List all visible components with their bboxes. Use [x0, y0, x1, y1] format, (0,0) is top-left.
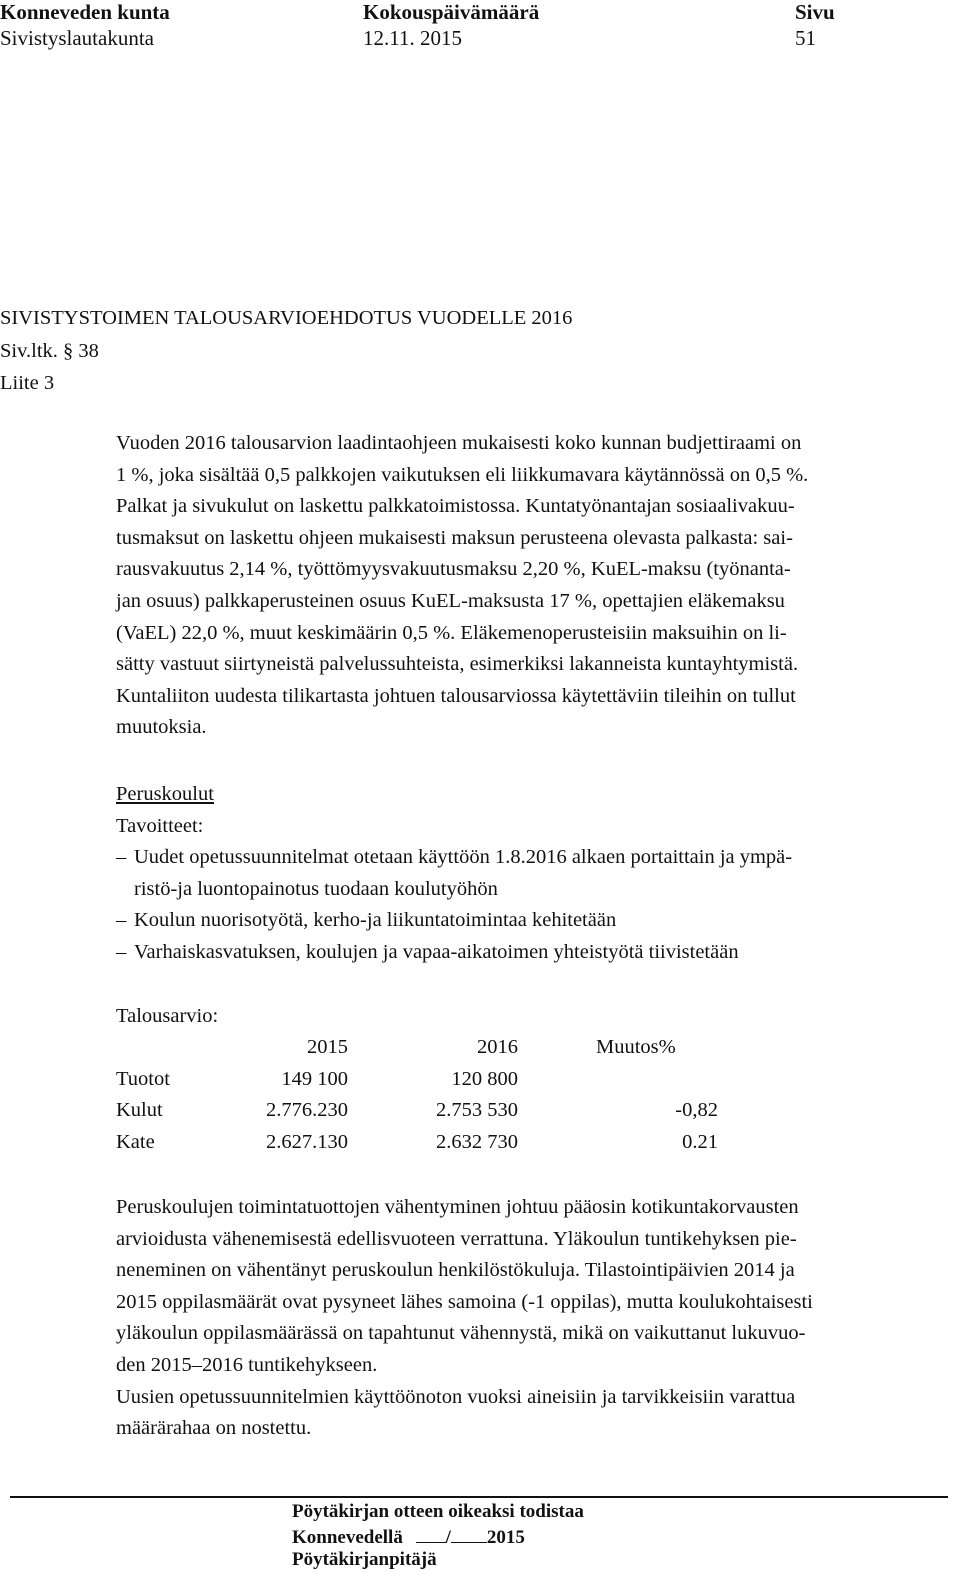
dash-marker: –	[116, 846, 127, 868]
footer-year: 2015	[486, 1527, 525, 1548]
attachment-label: Liite 3	[0, 372, 55, 394]
goal-line: Uudet opetussuunnitelmat otetaan käyttöön 1.8.2016 alkaen portaittain ja ympä-	[134, 846, 793, 868]
dash-marker: –	[116, 940, 127, 963]
cell-2015: 149 100	[281, 1067, 348, 1090]
closing-line: yläkoulun oppilasmäärässä on tapahtunut vähennystä, mikä on vaikuttanut lukuvuo-	[116, 1322, 806, 1345]
goal-item	[116, 937, 792, 969]
intro-line: Palkat ja sivukulut on laskettu palkkatoimistossa. Kuntatyönantajan sosiaalivakuu-	[116, 495, 795, 518]
place-date-line	[292, 1524, 525, 1550]
table-row	[116, 1127, 718, 1159]
closing-line: Peruskoulujen toimintatuottojen vähentyminen johtuu pääosin kotikuntakorvausten	[116, 1196, 799, 1218]
goal-item	[116, 842, 792, 905]
closing-line: Uusien opetussuunnitelmien käyttöönoton vuoksi aineisiin ja tarvikkeisiin varattua	[116, 1385, 796, 1408]
closing-line: määrärahaa on nostettu.	[116, 1417, 312, 1440]
table-row	[116, 1095, 718, 1127]
budget-table	[116, 1032, 718, 1158]
peruskoulut-heading: Peruskoulut	[116, 783, 214, 805]
cell-2016: 120 800	[451, 1067, 518, 1090]
intro-line: Vuoden 2016 talousarvion laadintaohjeen mukaisesti koko kunnan budjettiraami on	[116, 432, 802, 454]
column-header: 2016	[477, 1036, 518, 1058]
document-heading: SIVISTYSTOIMEN TALOUSARVIOEHDOTUS VUODELLE 2016	[0, 307, 573, 329]
intro-line: jan osuus) palkkaperusteinen osuus KuEL-maksusta 17 %, opettajien eläkemaksu	[116, 589, 785, 612]
intro-line: tusmaksut on laskettu ohjeen mukaisesti maksun perusteena olevasta palkasta: sai-	[116, 526, 793, 549]
cell-2016: 2.632 730	[436, 1130, 518, 1153]
goal-item	[116, 905, 792, 937]
footer-divider	[10, 1496, 948, 1498]
table-header-row	[116, 1032, 718, 1064]
intro-line: (VaEL) 22,0 %, muut keskimäärin 0,5 %. Eläkemenoperusteisiin maksuihin on li-	[116, 621, 787, 644]
closing-line: arvioidusta vähenemisestä edellisvuoteen verrattuna. Yläkoulun tuntikehyksen pie-	[116, 1227, 797, 1250]
row-label: Tuotot	[116, 1067, 170, 1090]
date-label: Kokouspäivämäärä	[363, 0, 540, 24]
closing-line: neneminen on vähentänyt peruskoulun henkilöstökuluja. Tilastointipäivien 2014 ja	[116, 1259, 795, 1282]
page-label: Sivu	[795, 0, 835, 24]
intro-line: muutoksia.	[116, 716, 207, 739]
month-blank	[451, 1524, 487, 1543]
section-reference: Siv.ltk. § 38	[0, 340, 99, 362]
intro-line: sätty vastuut siirtyneistä palvelussuhteista, esimerkiksi lakanneista kuntayhtymistä.	[116, 653, 799, 676]
place-name: Konnevedellä	[292, 1527, 403, 1548]
cell-change	[518, 1064, 718, 1096]
row-label: Kate	[116, 1130, 155, 1153]
row-label: Kulut	[116, 1099, 163, 1122]
meeting-date: 12.11. 2015	[363, 26, 462, 50]
column-header	[116, 1032, 226, 1064]
budget-label: Talousarvio:	[116, 1005, 219, 1027]
closing-line: 2015 oppilasmäärät ovat pysyneet lähes samoina (-1 oppilas), mutta koulukohtaisesti	[116, 1290, 813, 1313]
goal-line: ristö-ja luontopainotus tuodaan koulutyöhön	[134, 877, 498, 900]
cell-2015: 2.776.230	[266, 1099, 348, 1122]
intro-line: rausvakuutus 2,14 %, työttömyysvakuutusmaksu 2,20 %, KuEL-maksu (työnanta-	[116, 558, 791, 581]
column-header: 2015	[307, 1036, 348, 1058]
dash-marker: –	[116, 909, 127, 932]
page-number: 51	[795, 26, 816, 50]
date-separator: /	[445, 1527, 451, 1548]
closing-paragraph	[116, 1192, 813, 1445]
cell-2016: 2.753 530	[436, 1099, 518, 1122]
cell-change: -0,82	[675, 1099, 718, 1122]
table-row	[116, 1064, 718, 1096]
municipality-name: Konneveden kunta	[0, 0, 170, 24]
goals-list	[116, 842, 792, 968]
intro-line: Kuntaliiton uudesta tilikartasta johtuen talousarviossa käytettäviin tileihin on tullut	[116, 684, 796, 707]
cell-change: 0.21	[682, 1130, 718, 1153]
intro-paragraph	[116, 428, 808, 744]
cell-2015: 2.627.130	[266, 1130, 348, 1153]
signer-title: Pöytäkirjanpitäjä	[292, 1549, 437, 1570]
goal-line: Varhaiskasvatuksen, koulujen ja vapaa-aikatoimen yhteistyötä tiivistetään	[134, 940, 739, 963]
column-header: Muutos%	[596, 1036, 676, 1058]
board-name: Sivistyslautakunta	[0, 26, 154, 50]
goals-label: Tavoitteet:	[116, 815, 204, 837]
intro-line: 1 %, joka sisältää 0,5 palkkojen vaikutuksen eli liikkumavara käytännössä on 0,5 %.	[116, 463, 809, 486]
closing-line: den 2015–2016 tuntikehykseen.	[116, 1353, 378, 1376]
day-blank	[416, 1524, 446, 1543]
certification-text: Pöytäkirjan otteen oikeaksi todistaa	[292, 1501, 584, 1522]
goal-line: Koulun nuorisotyötä, kerho-ja liikuntatoimintaa kehitetään	[134, 909, 617, 932]
